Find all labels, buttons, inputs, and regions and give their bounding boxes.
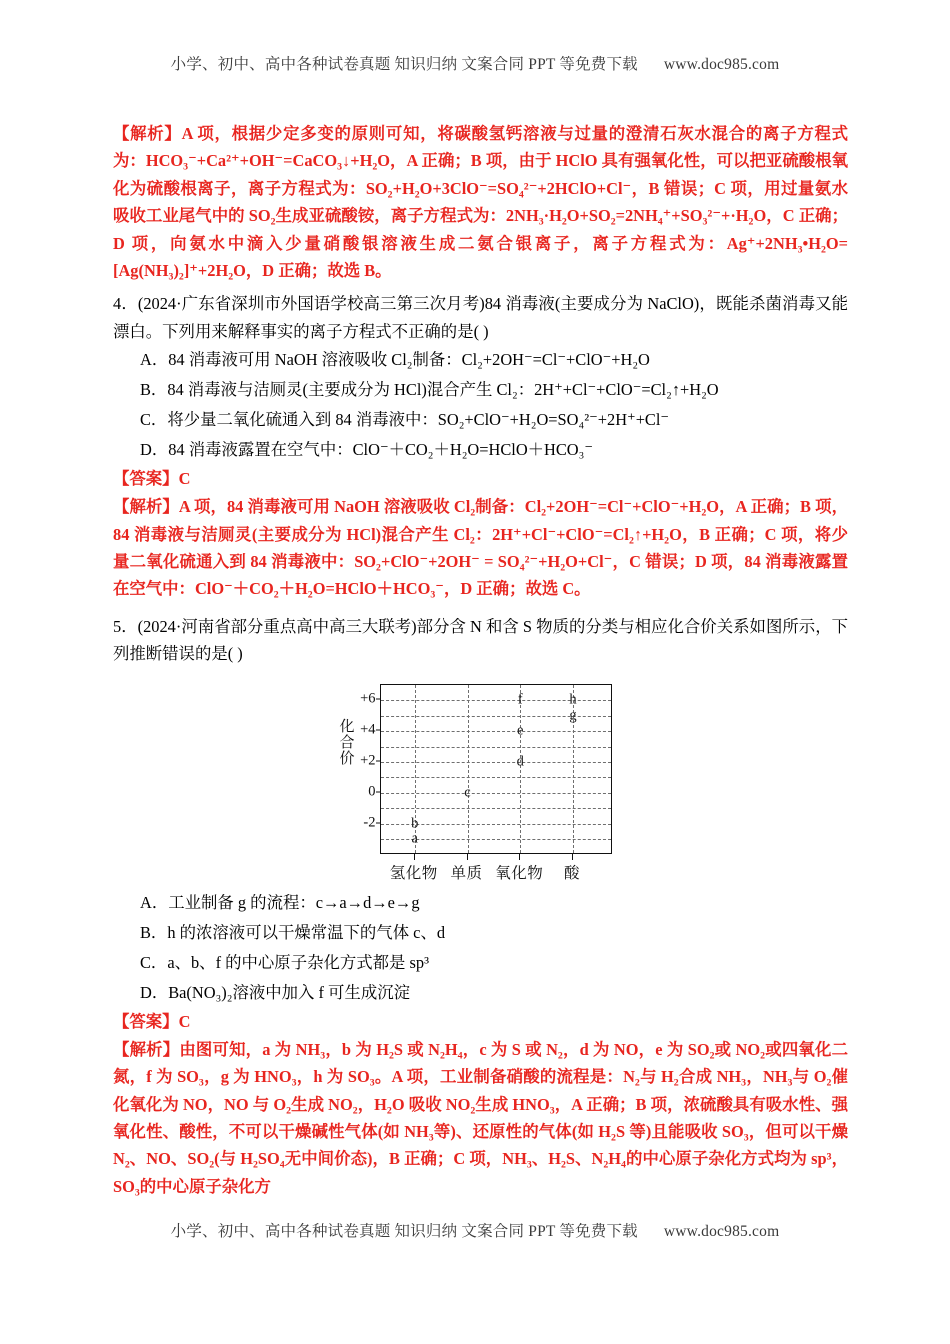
- explanation-text: 由图可知，a 为 NH₃，b 为 H₂S 或 N₂H₄，c 为 S 或 N₂，d 为 NO，e 为 SO₂或 NO₂或四氧化二氮，f 为 SO₃，g 为 HNO₃，h 为 SO₃。A 项，工业制备硝酸的流程是：N₂与 H₂合成 NH₃，NH₃与 O₂催化氧化为 NO，NO 与 O₂生成 NO₂，H₂O 吸收 NO₂生成 HNO₃，A 正确；B 项，浓硫酸具有吸水性、强氧化性、酸性，不可以干燥碱性气体(如 NH₃等)、还原性的气体(如 H₂S 等)且能吸收 SO₃，但可以干燥 N₂、NO、SO₂(与 H₂SO₄无中间价态)，B 正确；C 项，NH₃、H₂S、N₂H₄的中心原子杂化方式均为 sp³，SO₃的中心原子杂化方: [113, 1039, 848, 1196]
- header-url: www.doc985.com: [663, 56, 780, 73]
- footer-note-text: 小学、初中、高中各种试卷真题 知识归纳 文案合同 PPT 等免费下载: [170, 1223, 638, 1240]
- answer-label: 【答案】: [113, 1011, 179, 1031]
- question5-option-a: [113, 888, 848, 918]
- chart-data-point: a: [411, 830, 418, 847]
- question5-option-d: [113, 978, 848, 1008]
- question4-stem: [113, 290, 848, 345]
- chart-data-point: g: [569, 707, 577, 724]
- chart-gridline-vertical: [468, 685, 469, 853]
- figure-container: [113, 680, 848, 880]
- answer-value: C: [178, 1011, 191, 1031]
- explanation-label: 【解析】: [113, 497, 179, 517]
- option-text: A．工业制备 g 的流程：c→a→d→e→g: [140, 892, 420, 912]
- option-text: B．h 的浓溶液可以干燥常温下的气体 c、d: [140, 922, 446, 942]
- chart-data-point: f: [517, 691, 523, 708]
- question5-explanation: [113, 1036, 848, 1200]
- question5-option-c: [113, 948, 848, 978]
- question4-stem-text: 84 消毒液(主要成分为 NaClO)，既能杀菌消毒又能漂白。下列用来解释事实的离子方程式不正确的是( ): [113, 294, 849, 341]
- question5-stem: [113, 613, 848, 668]
- chart-y-tick-label: +4: [360, 721, 376, 738]
- question5-option-b: [113, 918, 848, 948]
- option-text: D．84 消毒液露置在空气中：ClO⁻＋CO₂＋H₂O=HClO＋HCO₃⁻: [140, 440, 594, 460]
- chart-y-tickmark: [376, 760, 381, 761]
- q3-explanation-text: A 项，根据少定多变的原则可知，将碳酸氢钙溶液与过量的澄清石灰水混合的离子方程式为：HCO₃⁻+Ca²⁺+OH⁻=CaCO₃↓+H₂O，A 正确；B 项，由于 HClO 具有强氧化性，可以把亚硫酸根氧化为硫酸根离子，离子方程式为：SO₂+H₂O+3ClO⁻=SO₄²⁻+2HClO+Cl⁻，B 错误；C 项，用过量氨水吸收工业尾气中的 SO₂生成亚硫酸铵，离子方程式为：2NH₃·H₂O+SO₂=2NH₄⁺+SO₃²⁻+·H₂O，C 正确；D 项，向氨水中滴入少量硝酸银溶液生成二氨合银离子，离子方程式为：Ag⁺+2NH₃•H₂O=[Ag(NH₃)₂]⁺+2H₂O，D 正确；故选 B。: [113, 124, 849, 281]
- option-text: B．84 消毒液与洁厕灵(主要成分为 HCl)混合产生 Cl₂：2H⁺+Cl⁻+ClO⁻=Cl₂↑+H₂O: [140, 380, 719, 400]
- chart-y-tick-label: 0: [368, 783, 376, 800]
- option-text: C．a、b、f 的中心原子杂化方式都是 sp³: [140, 952, 430, 972]
- chart-x-category-label: 氧化物: [495, 864, 544, 882]
- option-text: A．84 消毒液可用 NaOH 溶液吸收 Cl₂制备：Cl₂+2OH⁻=Cl⁻+ClO⁻+H₂O: [140, 350, 650, 370]
- question4-option-b: [113, 375, 848, 405]
- chart-y-tick-label: -2: [363, 814, 376, 831]
- answer-value: C: [178, 469, 191, 489]
- page-footer-note: [0, 1219, 950, 1241]
- explanation-label: 【解析】: [113, 1039, 180, 1059]
- question4-number: 4．: [113, 294, 138, 314]
- chart-y-tickmark: [376, 791, 381, 792]
- chart-x-category-label: 单质: [450, 864, 483, 882]
- chart-y-tickmark: [376, 822, 381, 823]
- chart-plot-area: [380, 684, 612, 854]
- chart-x-tickmark: [519, 854, 520, 860]
- chart-data-point: h: [569, 691, 577, 708]
- answer-label: 【答案】: [113, 469, 179, 489]
- chart-x-tickmark: [414, 854, 415, 860]
- question5-stem-text: 部分含 N 和含 S 物质的分类与相应化合价关系如图所示，下列推断错误的是( ): [113, 616, 849, 664]
- option-text: D．Ba(NO₃)₂溶液中加入 f 可生成沉淀: [140, 982, 411, 1002]
- question4-answer: [113, 465, 848, 493]
- chart-data-point: b: [411, 815, 419, 832]
- chart-y-tickmark: [376, 699, 381, 700]
- option-text: C．将少量二氧化硫通入到 84 消毒液中：SO₂+ClO⁻+H₂O=SO₄²⁻+2H⁺+Cl⁻: [140, 410, 670, 430]
- chart-x-category-label: 酸: [563, 864, 580, 882]
- question5-source: (2024·河南省部分重点高中高三大联考): [137, 616, 417, 636]
- q3-explanation-paragraph: [113, 120, 848, 284]
- question4-explanation: [113, 493, 848, 603]
- q3-explanation-label: 【解析】: [113, 124, 182, 143]
- question4-option-c: [113, 405, 848, 435]
- chart-data-point: c: [464, 784, 471, 801]
- question4-source: (2024·广东省深圳市外国语学校高三第三次月考): [137, 294, 485, 314]
- chart-y-tick-label: +2: [360, 752, 376, 769]
- header-note-text: 小学、初中、高中各种试卷真题 知识归纳 文案合同 PPT 等免费下载: [170, 56, 638, 73]
- page-header-note: [0, 52, 950, 74]
- chart-x-category-label: 氢化物: [389, 864, 438, 882]
- document-content: [113, 120, 848, 1200]
- question5-number: 5．: [113, 616, 138, 636]
- chart-y-axis-label: 化合价: [337, 717, 354, 766]
- question5-answer: [113, 1008, 848, 1036]
- chart-x-tickmark: [572, 854, 573, 860]
- chart-x-tickmark: [467, 854, 468, 860]
- valence-classification-chart: [336, 680, 626, 880]
- chart-y-tick-label: +6: [360, 690, 376, 707]
- footer-url: www.doc985.com: [663, 1223, 780, 1240]
- question4-option-a: [113, 345, 848, 375]
- chart-y-tickmark: [376, 730, 381, 731]
- chart-data-point: e: [517, 722, 524, 739]
- question4-option-d: [113, 435, 848, 465]
- spacer: [113, 603, 848, 613]
- chart-data-point: d: [516, 753, 524, 770]
- explanation-text: A 项，84 消毒液可用 NaOH 溶液吸收 Cl₂制备：Cl₂+2OH⁻=Cl⁻+ClO⁻+H₂O，A 正确；B 项，84 消毒液与洁厕灵(主要成分为 HCl)混合产生 Cl₂：2H⁺+Cl⁻+ClO⁻=Cl₂↑+H₂O，B 正确；C 项，将少量二氧化硫通入到 84 消毒液中：SO₂+ClO⁻+2OH⁻ = SO₄²⁻+H₂O+Cl⁻，C 错误；D 项，84 消毒液露置在空气中：ClO⁻＋CO₂＋H₂O=HClO＋HCO₃⁻，D 正确；故选 C。: [113, 497, 848, 599]
